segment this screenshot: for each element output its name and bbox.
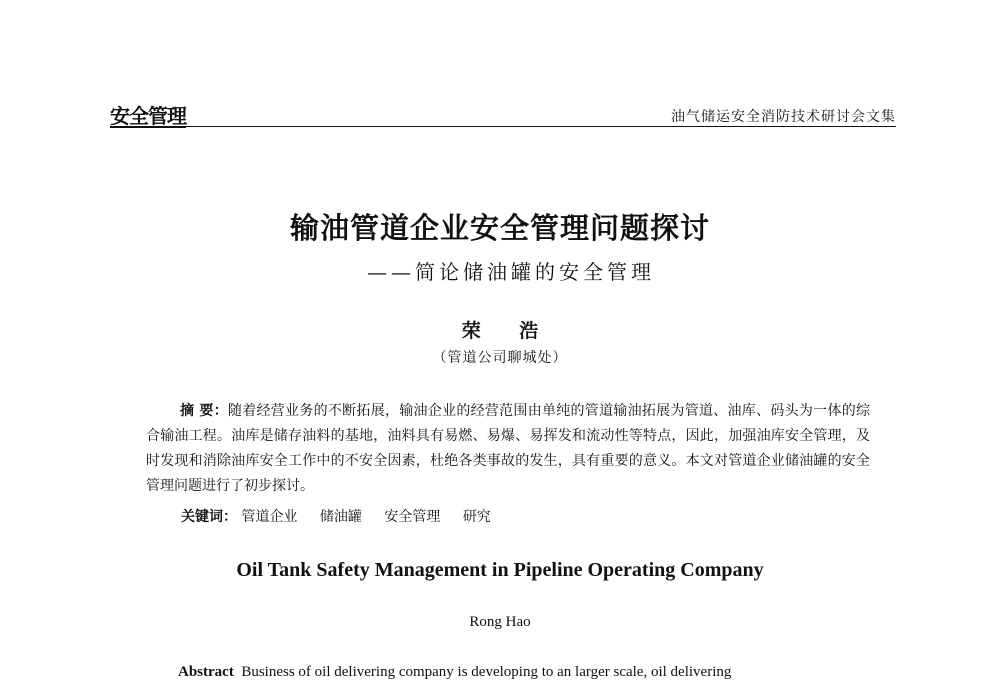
keyword: 管道企业 (241, 509, 298, 525)
abstract-text-en: Business of oil delivering company is developing to an larger scale, oil delivering (241, 664, 732, 680)
abstract-en (178, 664, 878, 681)
keyword: 研究 (462, 509, 491, 525)
article-title: 输油管道企业安全管理问题探讨 (289, 211, 710, 245)
header-rule (110, 126, 896, 127)
abstract-label-cn: 摘 要： (180, 403, 228, 419)
article-title-en: Oil Tank Safety Management in Pipeline Operating Company (236, 559, 764, 581)
keywords-cn (181, 506, 509, 526)
author-name-cn: 荣 浩 (461, 320, 555, 342)
keyword: 储油罐 (319, 509, 362, 525)
article-subtitle: ——简论储油罐的安全管理 (367, 260, 655, 284)
author-name-en: Rong Hao (469, 614, 531, 630)
keyword: 安全管理 (384, 509, 441, 525)
keywords-label-cn: 关键词： (181, 509, 237, 525)
abstract-cn (146, 399, 870, 499)
author-affiliation-cn: （管道公司聊城处） (432, 350, 568, 366)
section-label: 安全管理 (110, 104, 186, 128)
journal-name: 油气储运安全消防技术研讨会文集 (671, 109, 896, 125)
abstract-label-en: Abstract (178, 664, 234, 680)
abstract-text-cn: 随着经营业务的不断拓展，输油企业的经营范围由单纯的管道输油拓展为管道、油库、码头为一体的综合输油工程。油库是储存油料的基地，油料具有易燃、易爆、易挥发和流动性等特点，因此，加强油库安全管理，及时发现和消除油库安全工作中的不安全因素，杜绝各类事故的发生，具有重要的意义。本文对管道企业储油罐的安全管理问题进行了初步探讨。 (146, 403, 870, 494)
